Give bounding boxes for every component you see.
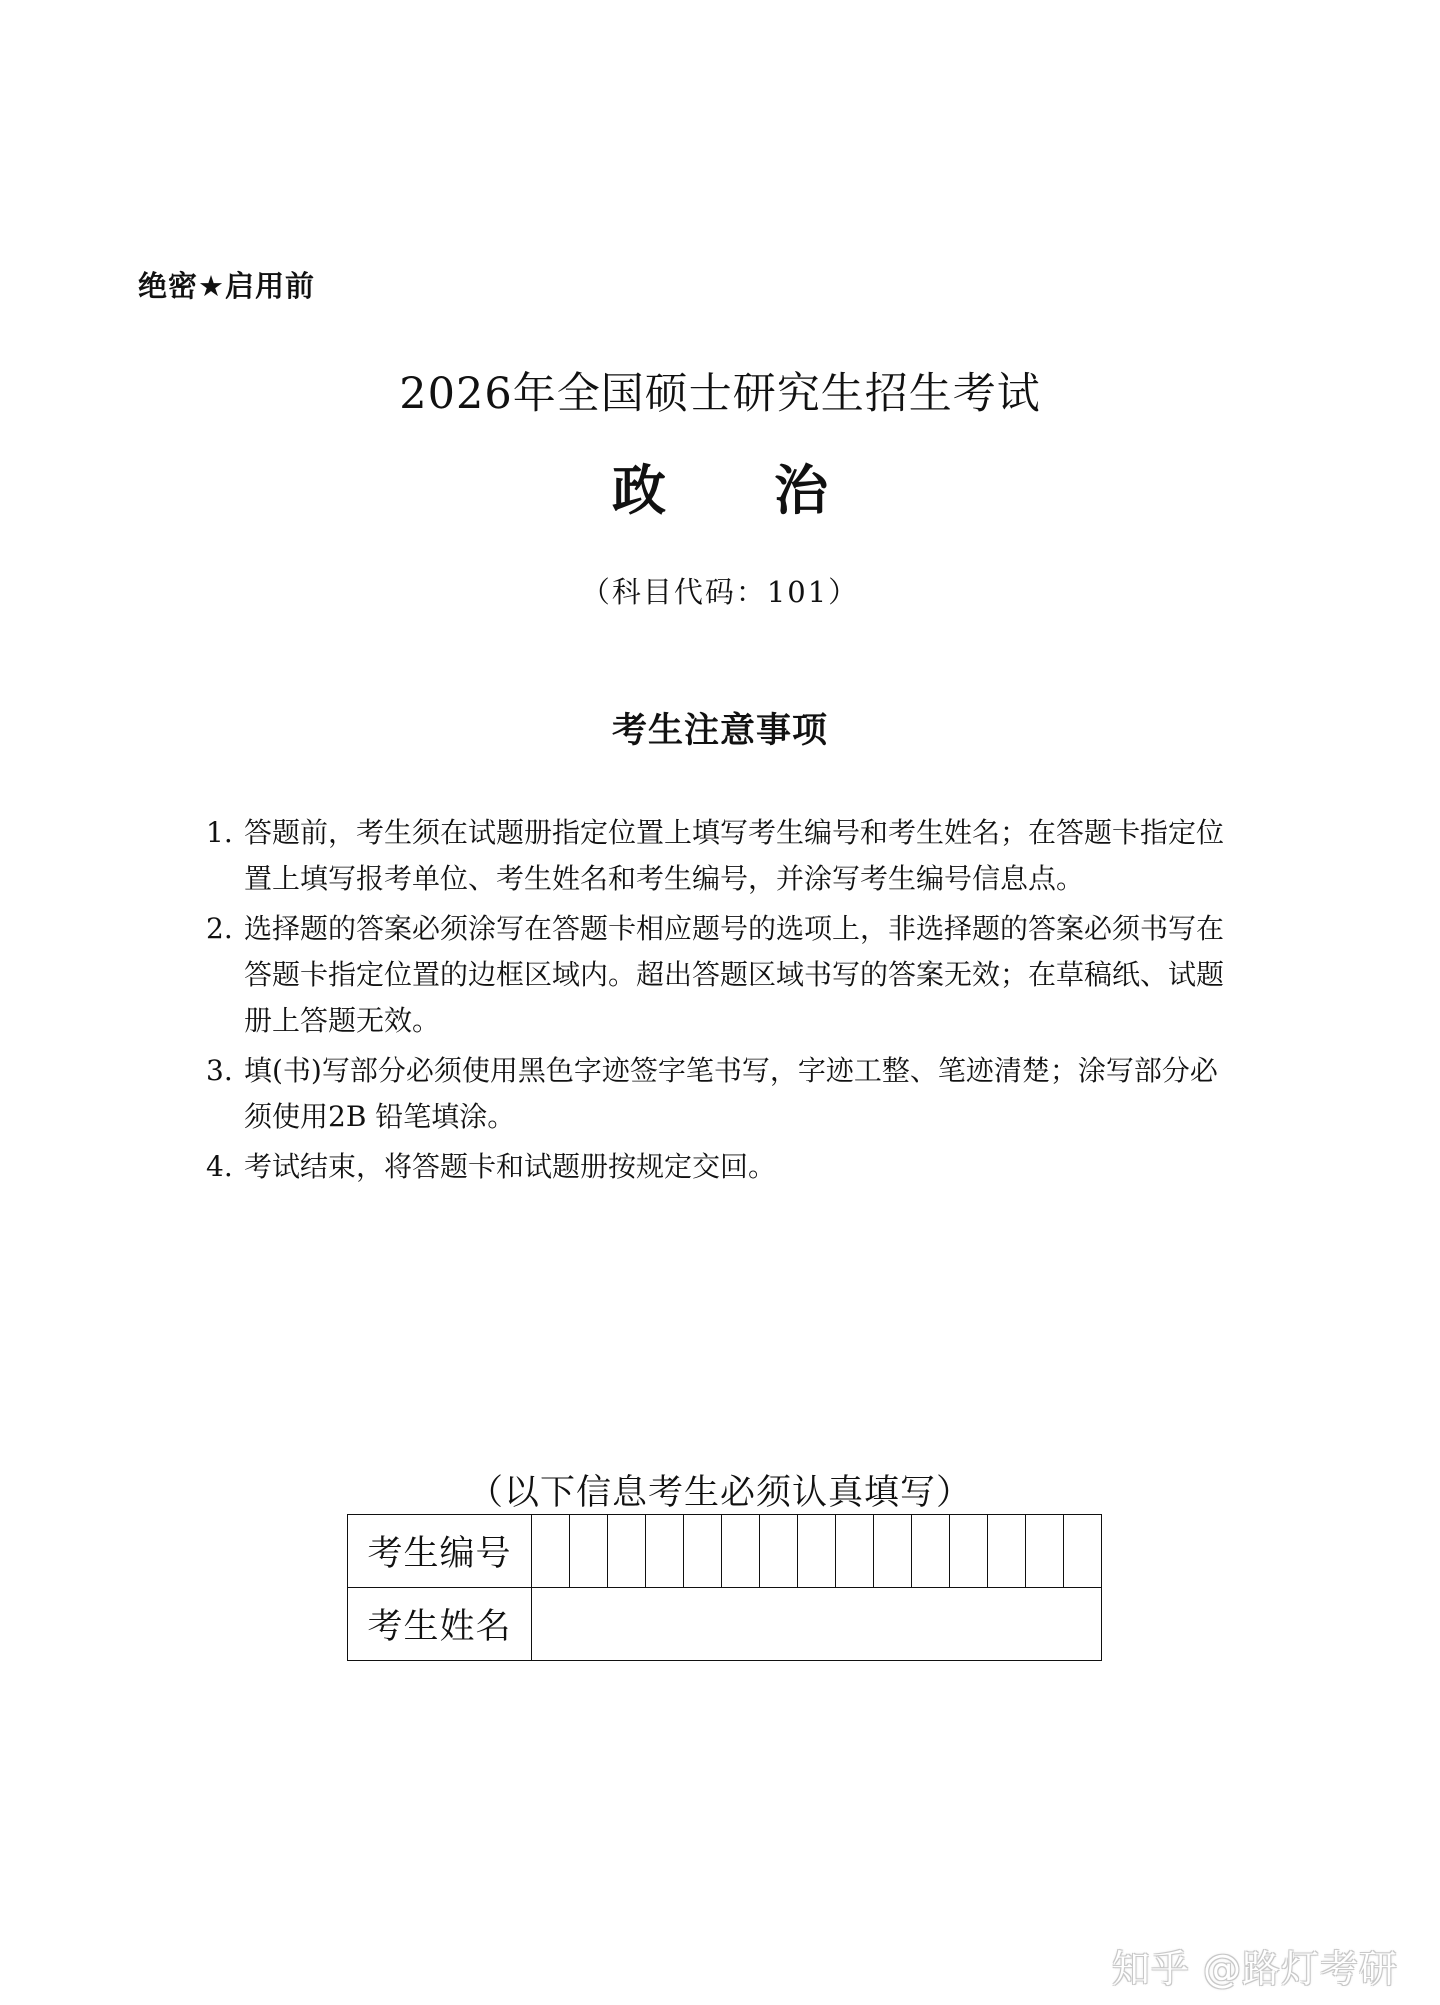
exam-number-digit-cell[interactable] (608, 1515, 646, 1588)
subject-code: （科目代码：101） (580, 575, 860, 609)
exam-number-row (348, 1515, 1102, 1588)
exam-number-digit-cell[interactable] (836, 1515, 874, 1588)
info-caption: （以下信息考生必须认真填写） (467, 1473, 972, 1513)
exam-number-digit-cell[interactable] (1064, 1515, 1102, 1588)
notice-text: 填(书)写部分必须使用黑色字迹签字笔书写，字迹工整、笔迹清楚；涂写部分必须使用2B 铅笔填涂。 (244, 1054, 1218, 1133)
notice-number: 3. (206, 1054, 233, 1087)
exam-number-digit-cell[interactable] (760, 1515, 798, 1588)
exam-number-digit-cell[interactable] (570, 1515, 608, 1588)
candidate-info-table (347, 1514, 1102, 1661)
exam-number-digit-cell[interactable] (722, 1515, 760, 1588)
name-field[interactable] (532, 1588, 1102, 1661)
exam-number-digit-cell[interactable] (532, 1515, 570, 1588)
exam-number-label: 考生编号 (348, 1515, 532, 1588)
exam-number-digit-cell[interactable] (1026, 1515, 1064, 1588)
exam-number-digit-cell[interactable] (950, 1515, 988, 1588)
notice-text: 答题前，考生须在试题册指定位置上填写考生编号和考生姓名；在答题卡指定位置上填写报考单位、考生姓名和考生编号，并涂写考生编号信息点。 (244, 816, 1225, 895)
notice-text: 考试结束，将答题卡和试题册按规定交回。 (244, 1150, 777, 1183)
exam-number-digit-cell[interactable] (874, 1515, 912, 1588)
notice-list (206, 810, 1226, 1194)
exam-number-digit-cell[interactable] (684, 1515, 722, 1588)
notice-text: 选择题的答案必须涂写在答题卡相应题号的选项上，非选择题的答案必须书写在答题卡指定位置的边框区域内。超出答题区域书写的答案无效；在草稿纸、试题册上答题无效。 (244, 912, 1225, 1037)
exam-number-digit-cell[interactable] (646, 1515, 684, 1588)
exam-number-digit-cell[interactable] (988, 1515, 1026, 1588)
notice-item (206, 1048, 1226, 1140)
watermark: 知乎 @路灯考研 (1111, 1947, 1398, 1991)
exam-title: 2026年全国硕士研究生招生考试 (399, 369, 1041, 419)
notice-number: 2. (206, 912, 233, 945)
notice-heading: 考生注意事项 (611, 711, 828, 751)
notice-number: 4. (206, 1150, 233, 1183)
notice-number: 1. (206, 816, 233, 849)
confidential-label: 绝密★启用前 (138, 269, 315, 303)
name-row (348, 1588, 1102, 1661)
name-label: 考生姓名 (348, 1588, 532, 1661)
exam-number-digit-cell[interactable] (798, 1515, 836, 1588)
notice-item (206, 810, 1226, 902)
notice-item (206, 1144, 1226, 1190)
exam-number-digit-cell[interactable] (912, 1515, 950, 1588)
subject-title: 政 治 (612, 459, 828, 522)
notice-item (206, 906, 1226, 1044)
